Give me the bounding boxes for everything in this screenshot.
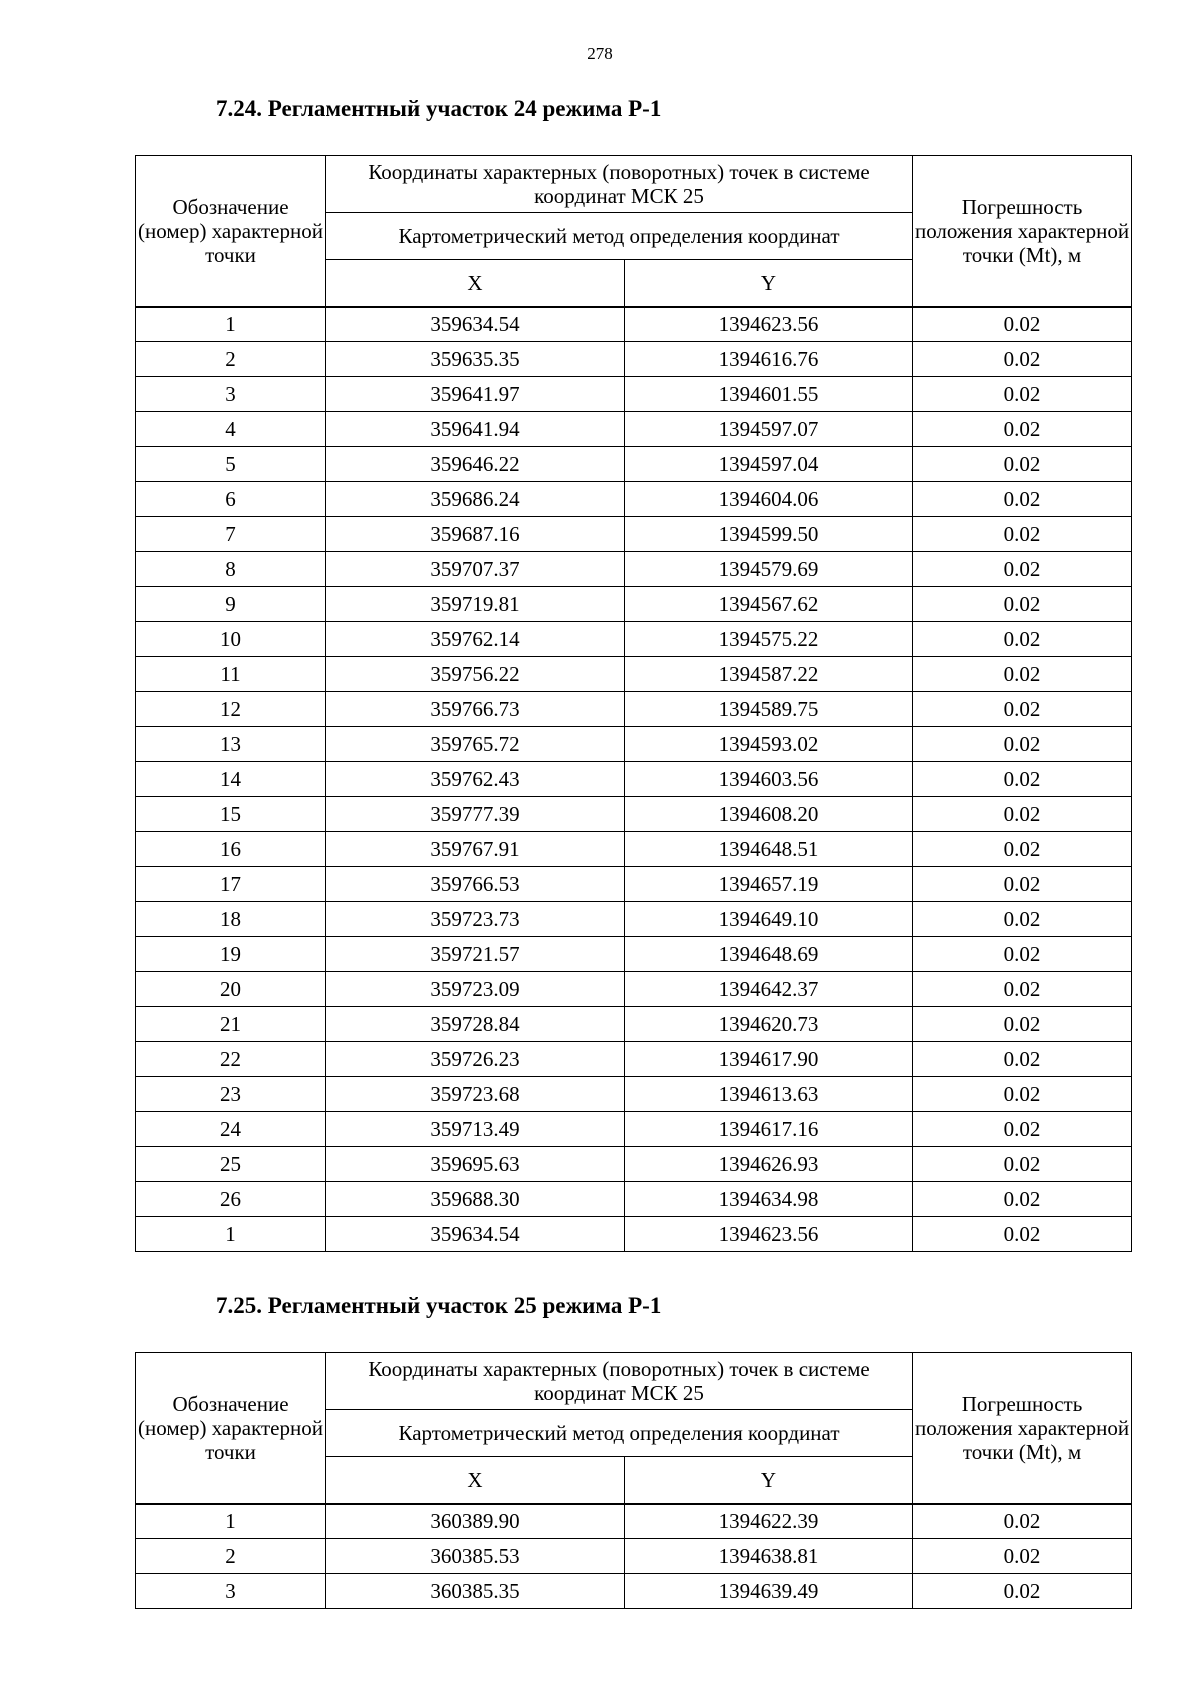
- cell-y: 1394579.69: [625, 552, 913, 587]
- cell-x: 359723.68: [326, 1077, 625, 1112]
- cell-x: 360389.90: [326, 1504, 625, 1539]
- table-row: [136, 1539, 1132, 1574]
- cell-point-number: 17: [136, 867, 326, 902]
- table-row: [136, 832, 1132, 867]
- cell-x: 359719.81: [326, 587, 625, 622]
- table-row: [136, 1504, 1132, 1539]
- page-number: 278: [587, 44, 613, 63]
- cell-x: 359687.16: [326, 517, 625, 552]
- cell-accuracy: 0.02: [913, 1217, 1132, 1252]
- table-row: [136, 377, 1132, 412]
- cell-point-number: 5: [136, 447, 326, 482]
- cell-y: 1394601.55: [625, 377, 913, 412]
- cell-x: 359707.37: [326, 552, 625, 587]
- table-row: [136, 902, 1132, 937]
- header-coords: Координаты характерных (поворотных) точек в системе координат МСК 25: [326, 1353, 913, 1410]
- cell-y: 1394620.73: [625, 1007, 913, 1042]
- cell-y: 1394593.02: [625, 727, 913, 762]
- cell-y: 1394613.63: [625, 1077, 913, 1112]
- cell-y: 1394626.93: [625, 1147, 913, 1182]
- cell-accuracy: 0.02: [913, 412, 1132, 447]
- cell-accuracy: 0.02: [913, 657, 1132, 692]
- cell-accuracy: 0.02: [913, 797, 1132, 832]
- cell-accuracy: 0.02: [913, 832, 1132, 867]
- header-point: Обозначение (номер) характерной точки: [136, 1353, 326, 1504]
- cell-point-number: 2: [136, 1539, 326, 1574]
- header-point: Обозначение (номер) характерной точки: [136, 156, 326, 307]
- cell-y: 1394623.56: [625, 1217, 913, 1252]
- header-coords: Координаты характерных (поворотных) точек в системе координат МСК 25: [326, 156, 913, 213]
- cell-y: 1394617.16: [625, 1112, 913, 1147]
- cell-point-number: 7: [136, 517, 326, 552]
- cell-x: 359721.57: [326, 937, 625, 972]
- cell-accuracy: 0.02: [913, 377, 1132, 412]
- table-row: [136, 1574, 1132, 1609]
- header-method: Картометрический метод определения координат: [326, 1410, 913, 1457]
- section-title-25: 7.25. Регламентный участок 25 режима Р-1: [216, 1293, 662, 1318]
- cell-x: 359686.24: [326, 482, 625, 517]
- cell-accuracy: 0.02: [913, 1182, 1132, 1217]
- table-row: [136, 797, 1132, 832]
- cell-point-number: 23: [136, 1077, 326, 1112]
- cell-y: 1394597.04: [625, 447, 913, 482]
- cell-accuracy: 0.02: [913, 517, 1132, 552]
- cell-point-number: 16: [136, 832, 326, 867]
- cell-x: 360385.35: [326, 1574, 625, 1609]
- cell-x: 359766.73: [326, 692, 625, 727]
- cell-y: 1394622.39: [625, 1504, 913, 1539]
- table-row: [136, 517, 1132, 552]
- table-row: [136, 1147, 1132, 1182]
- header-method: Картометрический метод определения координат: [326, 213, 913, 260]
- table-row: [136, 552, 1132, 587]
- cell-accuracy: 0.02: [913, 482, 1132, 517]
- cell-y: 1394589.75: [625, 692, 913, 727]
- header-y: Y: [625, 1457, 913, 1504]
- cell-point-number: 26: [136, 1182, 326, 1217]
- cell-y: 1394623.56: [625, 307, 913, 342]
- cell-x: 359762.14: [326, 622, 625, 657]
- cell-accuracy: 0.02: [913, 342, 1132, 377]
- cell-accuracy: 0.02: [913, 937, 1132, 972]
- cell-point-number: 22: [136, 1042, 326, 1077]
- cell-point-number: 11: [136, 657, 326, 692]
- cell-y: 1394599.50: [625, 517, 913, 552]
- cell-x: 359777.39: [326, 797, 625, 832]
- coordinates-table-24: [135, 155, 1132, 1252]
- cell-x: 359723.73: [326, 902, 625, 937]
- cell-y: 1394604.06: [625, 482, 913, 517]
- cell-y: 1394603.56: [625, 762, 913, 797]
- table-row: [136, 587, 1132, 622]
- cell-point-number: 15: [136, 797, 326, 832]
- cell-point-number: 10: [136, 622, 326, 657]
- cell-point-number: 3: [136, 377, 326, 412]
- cell-x: 359634.54: [326, 307, 625, 342]
- header-x: X: [326, 260, 625, 307]
- section-title-24: 7.24. Регламентный участок 24 режима Р-1: [216, 96, 662, 121]
- cell-x: 359723.09: [326, 972, 625, 1007]
- cell-x: 359688.30: [326, 1182, 625, 1217]
- cell-x: 359641.97: [326, 377, 625, 412]
- cell-point-number: 18: [136, 902, 326, 937]
- cell-x: 359766.53: [326, 867, 625, 902]
- cell-y: 1394648.51: [625, 832, 913, 867]
- cell-point-number: 2: [136, 342, 326, 377]
- cell-y: 1394567.62: [625, 587, 913, 622]
- table-row: [136, 1077, 1132, 1112]
- table-row: [136, 482, 1132, 517]
- cell-point-number: 14: [136, 762, 326, 797]
- cell-accuracy: 0.02: [913, 587, 1132, 622]
- cell-y: 1394575.22: [625, 622, 913, 657]
- cell-y: 1394608.20: [625, 797, 913, 832]
- table-row: [136, 622, 1132, 657]
- table-row: [136, 412, 1132, 447]
- cell-x: 359635.35: [326, 342, 625, 377]
- cell-point-number: 25: [136, 1147, 326, 1182]
- header-x: X: [326, 1457, 625, 1504]
- cell-accuracy: 0.02: [913, 1042, 1132, 1077]
- cell-accuracy: 0.02: [913, 447, 1132, 482]
- table-row: [136, 1112, 1132, 1147]
- cell-accuracy: 0.02: [913, 692, 1132, 727]
- cell-accuracy: 0.02: [913, 1007, 1132, 1042]
- cell-y: 1394616.76: [625, 342, 913, 377]
- cell-accuracy: 0.02: [913, 902, 1132, 937]
- cell-x: 359713.49: [326, 1112, 625, 1147]
- cell-accuracy: 0.02: [913, 727, 1132, 762]
- table-row: [136, 937, 1132, 972]
- cell-point-number: 19: [136, 937, 326, 972]
- table-row: [136, 657, 1132, 692]
- cell-point-number: 21: [136, 1007, 326, 1042]
- cell-accuracy: 0.02: [913, 972, 1132, 1007]
- cell-point-number: 8: [136, 552, 326, 587]
- table-row: [136, 447, 1132, 482]
- table-row: [136, 1182, 1132, 1217]
- cell-point-number: 20: [136, 972, 326, 1007]
- cell-y: 1394649.10: [625, 902, 913, 937]
- cell-x: 360385.53: [326, 1539, 625, 1574]
- cell-x: 359695.63: [326, 1147, 625, 1182]
- cell-y: 1394634.98: [625, 1182, 913, 1217]
- cell-point-number: 3: [136, 1574, 326, 1609]
- cell-x: 359767.91: [326, 832, 625, 867]
- cell-accuracy: 0.02: [913, 762, 1132, 797]
- cell-x: 359641.94: [326, 412, 625, 447]
- table-row: [136, 342, 1132, 377]
- table-row: [136, 692, 1132, 727]
- cell-accuracy: 0.02: [913, 622, 1132, 657]
- cell-x: 359634.54: [326, 1217, 625, 1252]
- cell-y: 1394617.90: [625, 1042, 913, 1077]
- cell-y: 1394642.37: [625, 972, 913, 1007]
- cell-y: 1394638.81: [625, 1539, 913, 1574]
- cell-y: 1394639.49: [625, 1574, 913, 1609]
- cell-accuracy: 0.02: [913, 1112, 1132, 1147]
- header-y: Y: [625, 260, 913, 307]
- cell-x: 359646.22: [326, 447, 625, 482]
- cell-point-number: 6: [136, 482, 326, 517]
- cell-x: 359726.23: [326, 1042, 625, 1077]
- table-row: [136, 307, 1132, 342]
- table-row: [136, 762, 1132, 797]
- cell-point-number: 13: [136, 727, 326, 762]
- cell-x: 359756.22: [326, 657, 625, 692]
- cell-point-number: 1: [136, 1504, 326, 1539]
- coordinates-table-25: [135, 1352, 1132, 1609]
- table-row: [136, 1007, 1132, 1042]
- cell-accuracy: 0.02: [913, 1539, 1132, 1574]
- cell-accuracy: 0.02: [913, 1574, 1132, 1609]
- cell-accuracy: 0.02: [913, 1504, 1132, 1539]
- cell-accuracy: 0.02: [913, 307, 1132, 342]
- cell-accuracy: 0.02: [913, 552, 1132, 587]
- cell-y: 1394657.19: [625, 867, 913, 902]
- cell-point-number: 9: [136, 587, 326, 622]
- header-accuracy: Погрешность положения характерной точки (Mt), м: [913, 156, 1132, 307]
- table-row: [136, 867, 1132, 902]
- cell-x: 359765.72: [326, 727, 625, 762]
- cell-point-number: 12: [136, 692, 326, 727]
- table-row: [136, 972, 1132, 1007]
- header-accuracy: Погрешность положения характерной точки (Mt), м: [913, 1353, 1132, 1504]
- cell-x: 359728.84: [326, 1007, 625, 1042]
- cell-accuracy: 0.02: [913, 1077, 1132, 1112]
- cell-accuracy: 0.02: [913, 867, 1132, 902]
- table-row: [136, 1217, 1132, 1252]
- cell-point-number: 4: [136, 412, 326, 447]
- cell-y: 1394587.22: [625, 657, 913, 692]
- cell-point-number: 24: [136, 1112, 326, 1147]
- cell-point-number: 1: [136, 307, 326, 342]
- cell-y: 1394648.69: [625, 937, 913, 972]
- table-body-25: [136, 1504, 1132, 1609]
- cell-point-number: 1: [136, 1217, 326, 1252]
- table-body-24: [136, 307, 1132, 1252]
- cell-accuracy: 0.02: [913, 1147, 1132, 1182]
- table-row: [136, 1042, 1132, 1077]
- cell-x: 359762.43: [326, 762, 625, 797]
- cell-y: 1394597.07: [625, 412, 913, 447]
- table-row: [136, 727, 1132, 762]
